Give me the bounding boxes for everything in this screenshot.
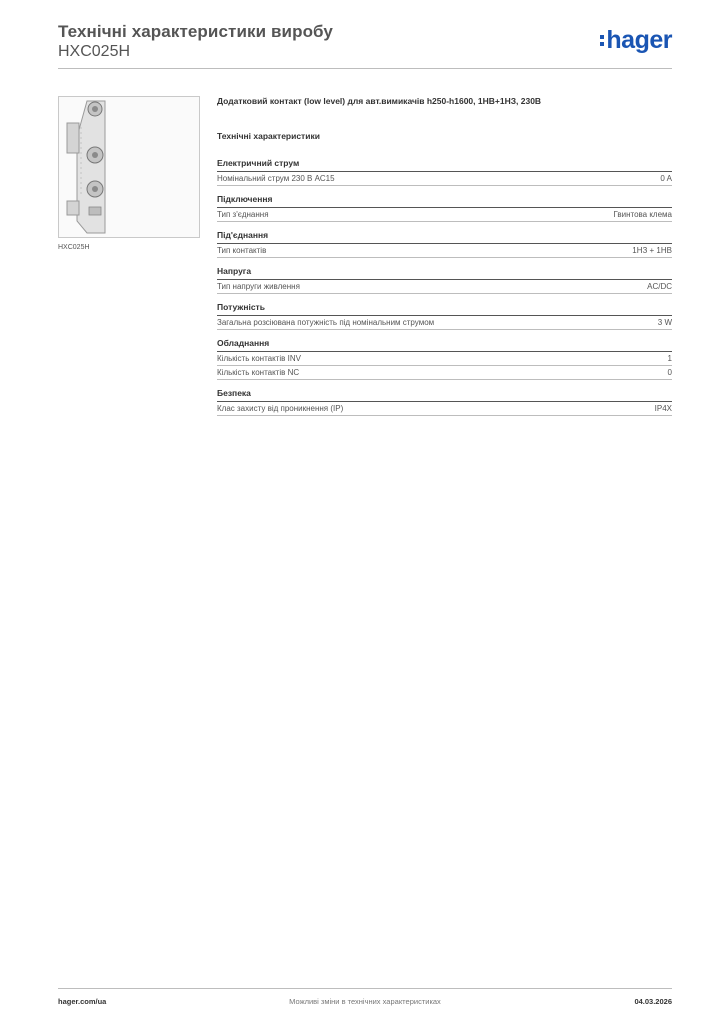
- spec-row: [217, 208, 672, 222]
- spec-row: [217, 352, 672, 366]
- product-code: HXC025H: [58, 43, 131, 60]
- hager-logo: [600, 26, 672, 55]
- spec-group: [217, 338, 672, 380]
- spec-label: Кількість контактів NC: [217, 368, 300, 377]
- spec-label: Клас захисту від проникнення (IP): [217, 404, 344, 413]
- page-title: Технічні характеристики виробу: [58, 22, 333, 41]
- footer-note: Можливі зміни в технічних характеристиках: [289, 997, 441, 1006]
- spec-group: [217, 266, 672, 294]
- spec-value: IP4X: [654, 404, 672, 413]
- spec-label: Тип з'єднання: [217, 210, 269, 219]
- spec-group-title: Обладнання: [217, 338, 672, 352]
- spec-value: 0 A: [660, 174, 672, 183]
- spec-row: [217, 316, 672, 330]
- spec-row: [217, 244, 672, 258]
- spec-value: 1: [667, 354, 672, 363]
- product-description: Додатковий контакт (low level) для авт.вимикачів h250-h1600, 1НВ+1НЗ, 230В: [217, 96, 542, 106]
- spec-groups: [217, 158, 672, 416]
- page-footer: [58, 997, 672, 1009]
- spec-row: [217, 366, 672, 380]
- logo-mark-icon: [600, 35, 604, 46]
- image-caption: HXC025H: [58, 244, 90, 251]
- spec-content: [217, 96, 672, 424]
- footer-website: hager.com/ua: [58, 997, 107, 1006]
- spec-row: [217, 402, 672, 416]
- footer-divider: [58, 988, 672, 989]
- spec-value: 3 W: [657, 318, 672, 327]
- spec-value: 0: [667, 368, 672, 377]
- product-image: [58, 96, 200, 238]
- spec-group: [217, 158, 672, 186]
- spec-group-title: Підключення: [217, 194, 672, 208]
- spec-row: [217, 172, 672, 186]
- page-header: [58, 20, 672, 70]
- header-divider: [58, 68, 672, 69]
- logo-text: hager: [606, 26, 672, 54]
- spec-value: Гвинтова клема: [613, 210, 672, 219]
- auxiliary-contact-device-icon: [59, 97, 199, 237]
- spec-group: [217, 302, 672, 330]
- spec-group-title: Потужність: [217, 302, 672, 316]
- spec-value: 1НЗ + 1НВ: [632, 246, 672, 255]
- spec-label: Кількість контактів INV: [217, 354, 301, 363]
- spec-group-title: Напруга: [217, 266, 672, 280]
- spec-label: Тип контактів: [217, 246, 267, 255]
- spec-label: Номінальний струм 230 В AC15: [217, 174, 335, 183]
- footer-date: 04.03.2026: [634, 997, 672, 1006]
- spec-group-title: Безпека: [217, 388, 672, 402]
- spec-label: Тип напруги живлення: [217, 282, 300, 291]
- spec-group: [217, 388, 672, 416]
- spec-label: Загальна розсіювана потужність під номінальним струмом: [217, 318, 435, 327]
- section-title: Технічні характеристики: [217, 131, 320, 141]
- spec-group-title: Електричний струм: [217, 158, 672, 172]
- spec-value: AC/DC: [647, 282, 672, 291]
- spec-group: [217, 230, 672, 258]
- spec-row: [217, 280, 672, 294]
- spec-group-title: Під'єднання: [217, 230, 672, 244]
- spec-group: [217, 194, 672, 222]
